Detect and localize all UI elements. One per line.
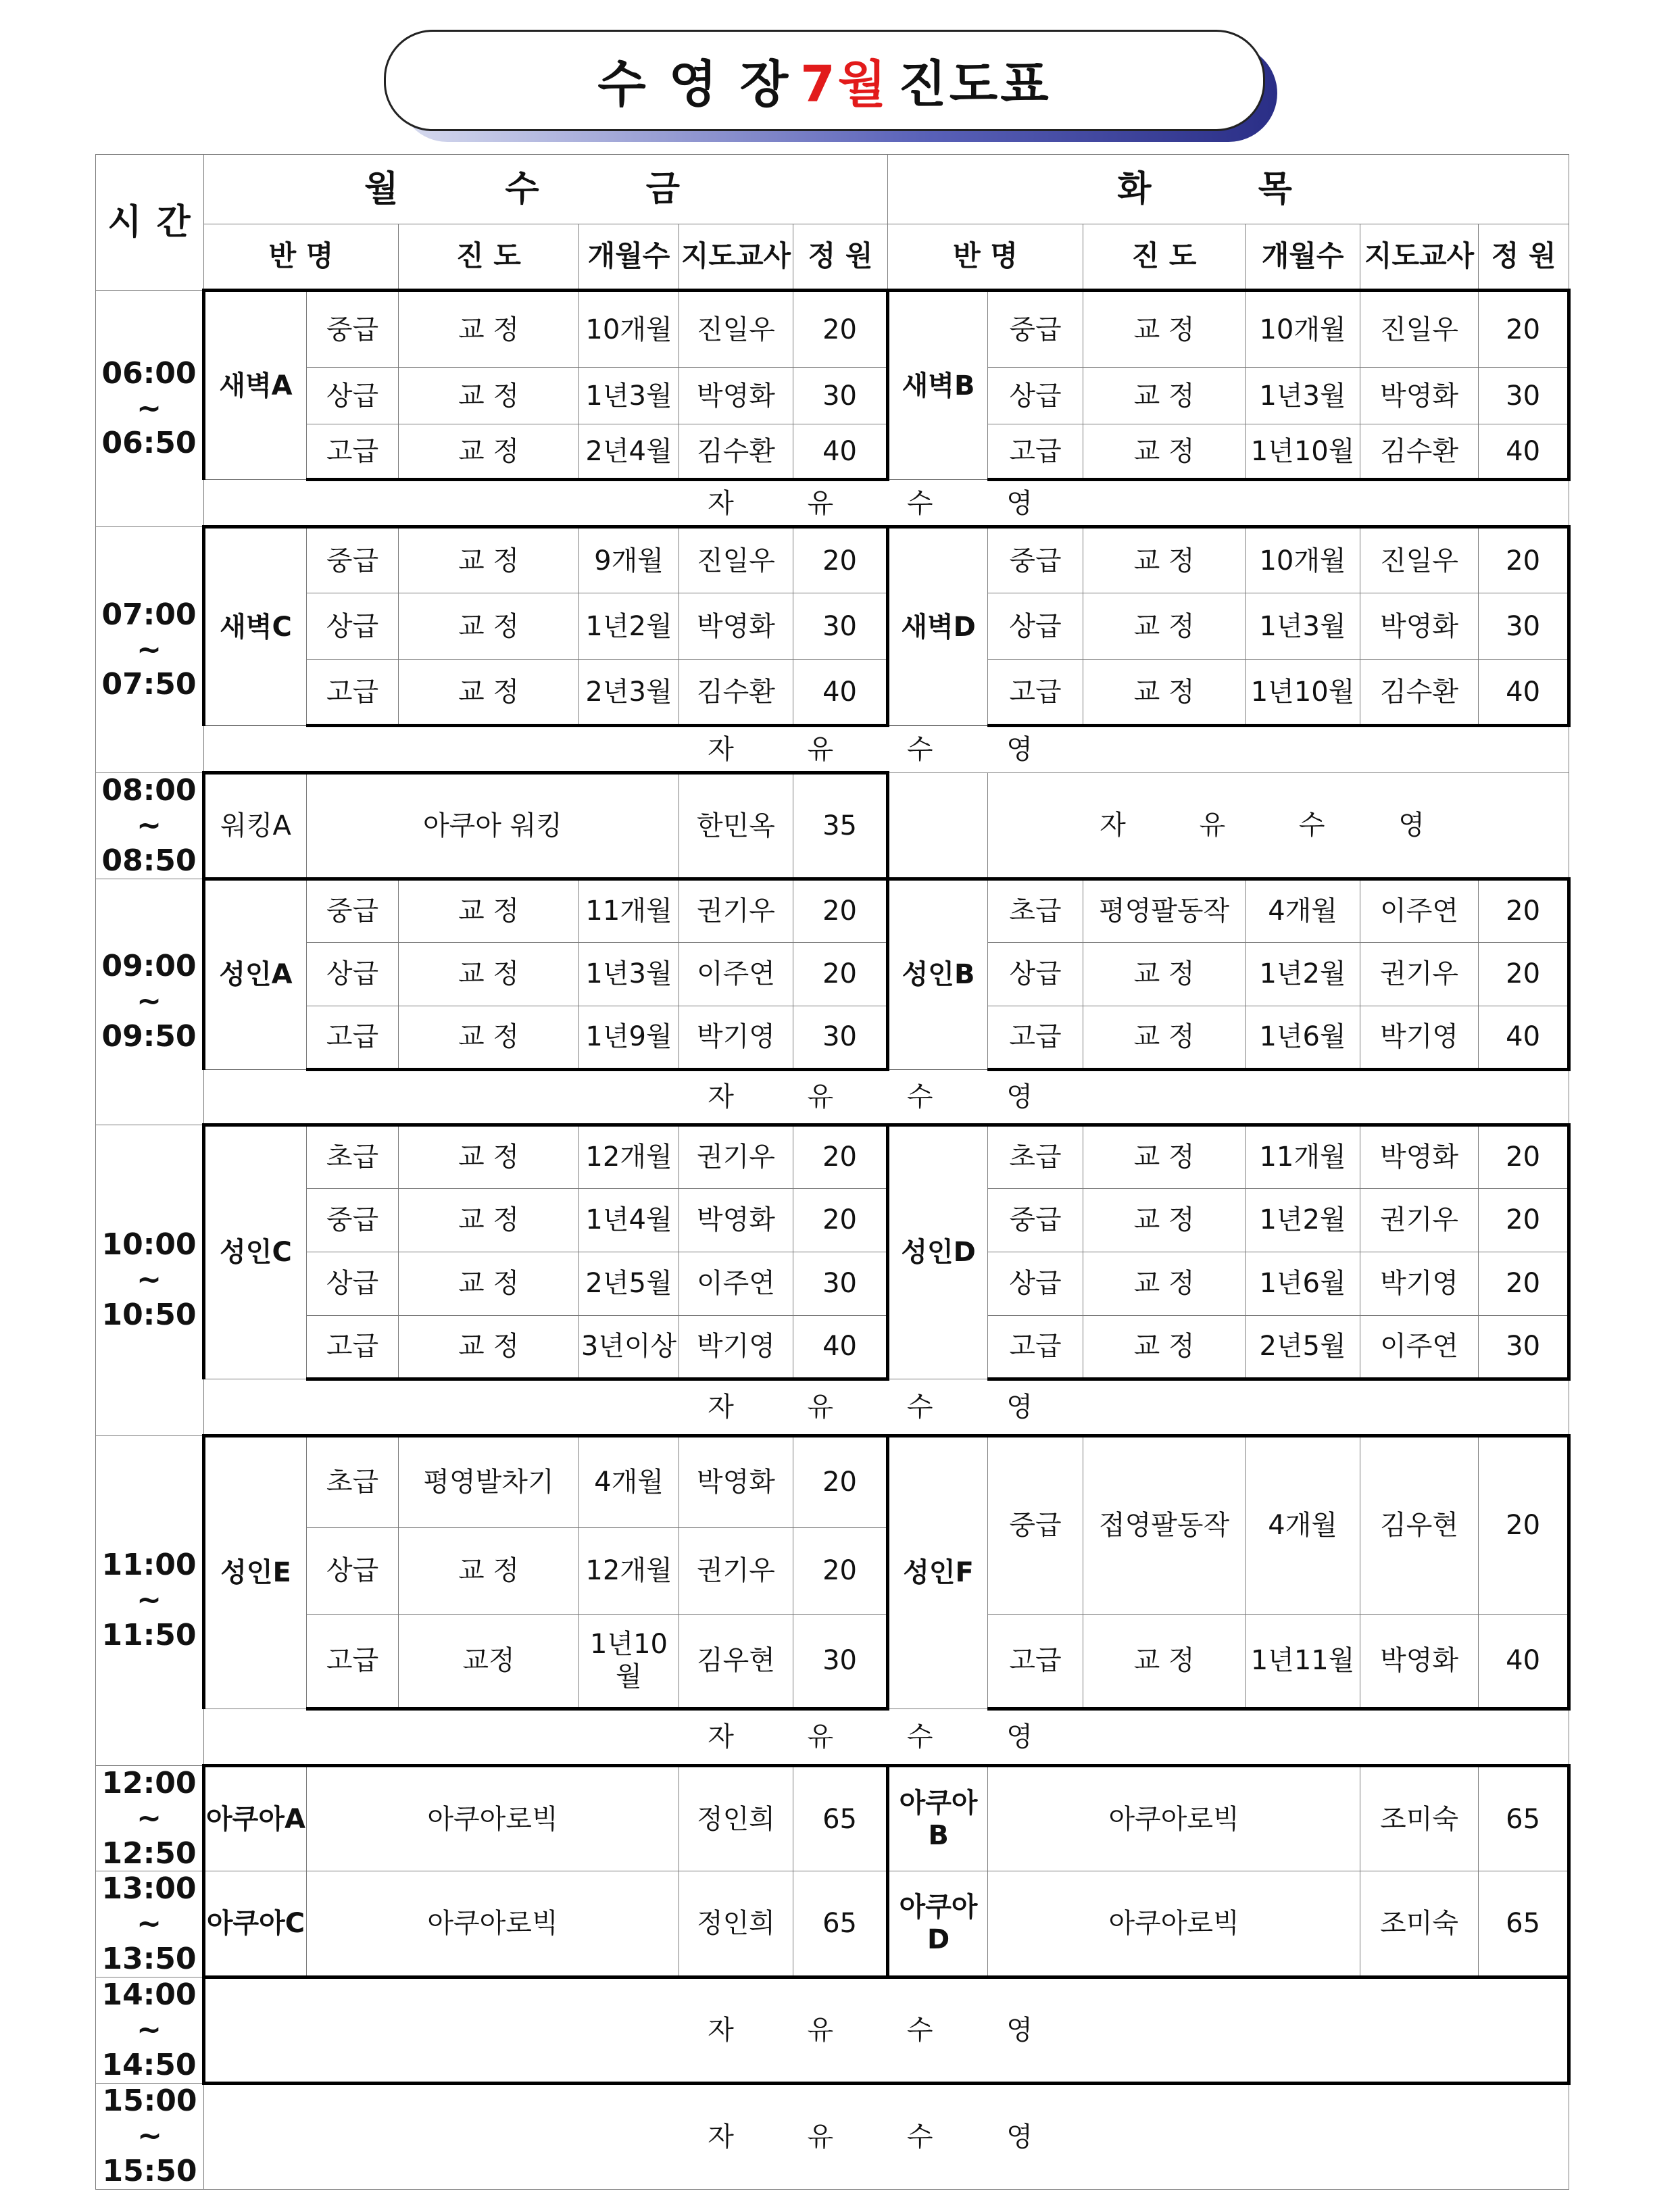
capacity-cell: 40 [793, 1315, 888, 1379]
col-teacher-header: 지도교사 [1360, 224, 1479, 291]
free-swim-label: 자 유 수 영 [204, 1977, 1569, 2084]
header-row-columns [96, 224, 1569, 291]
table-row [96, 660, 1569, 726]
col-class-header: 반 명 [204, 224, 399, 291]
teacher-cell: 박영화 [679, 593, 793, 660]
capacity-cell: 20 [1479, 1435, 1569, 1614]
capacity-cell: 30 [793, 1614, 888, 1709]
free-swim-label: 자 유 수 영 [204, 1709, 1569, 1765]
months-cell: 2년3월 [579, 660, 679, 726]
free-swim-label: 자 유 수 영 [204, 480, 1569, 527]
teacher-cell: 이주연 [679, 942, 793, 1006]
capacity-cell: 20 [793, 1188, 888, 1252]
level-cell: 고급 [307, 1614, 399, 1709]
progress-cell: 교 정 [399, 1527, 579, 1614]
col-months-header: 개월수 [579, 224, 679, 291]
teacher-cell: 박영화 [679, 368, 793, 424]
capacity-cell: 20 [793, 879, 888, 942]
progress-cell: 교 정 [1083, 1125, 1246, 1188]
capacity-cell: 20 [793, 1125, 888, 1188]
months-cell: 11개월 [1246, 1125, 1360, 1188]
months-cell: 10개월 [1246, 527, 1360, 593]
group-tt-header: 화 목 [1117, 168, 1339, 210]
teacher-cell: 박기영 [679, 1315, 793, 1379]
capacity-cell: 65 [793, 1871, 888, 1977]
table-row [96, 1435, 1569, 1527]
months-cell: 11개월 [579, 879, 679, 942]
level-cell: 중급 [307, 1188, 399, 1252]
time-slot-0600: 06:00 ~ 06:50 [96, 291, 204, 527]
table-row [96, 424, 1569, 480]
teacher-cell: 박영화 [1360, 1125, 1479, 1188]
teacher-cell: 한민옥 [679, 773, 793, 879]
capacity-cell: 20 [1479, 291, 1569, 368]
table-row [96, 1125, 1569, 1188]
table-row [96, 1188, 1569, 1252]
capacity-cell: 20 [1479, 942, 1569, 1006]
group-mwf-header: 월 수 금 [364, 168, 727, 210]
level-cell: 상급 [988, 593, 1083, 660]
capacity-cell: 30 [1479, 593, 1569, 660]
progress-cell: 교 정 [399, 660, 579, 726]
teacher-cell: 김수환 [679, 660, 793, 726]
months-cell: 3년이상 [579, 1315, 679, 1379]
progress-cell: 교 정 [399, 593, 579, 660]
free-swim-row [96, 480, 1569, 527]
progress-cell: 교 정 [1083, 527, 1246, 593]
program-cell: 아쿠아 워킹 [307, 773, 679, 879]
level-cell: 중급 [307, 879, 399, 942]
time-slot-1000: 10:00 ~ 10:50 [96, 1125, 204, 1435]
level-cell: 중급 [988, 1188, 1083, 1252]
months-cell: 1년3월 [579, 942, 679, 1006]
capacity-cell: 20 [793, 1527, 888, 1614]
table-row [96, 1252, 1569, 1315]
level-cell: 고급 [988, 1315, 1083, 1379]
teacher-cell: 정인희 [679, 1871, 793, 1977]
table-row [96, 1315, 1569, 1379]
class-name: 아쿠아 B [888, 1765, 988, 1871]
level-cell: 상급 [988, 368, 1083, 424]
teacher-cell: 이주연 [1360, 879, 1479, 942]
progress-cell: 교 정 [1083, 593, 1246, 660]
capacity-cell: 40 [793, 660, 888, 726]
free-swim-label: 자 유 수 영 [204, 1069, 1569, 1125]
months-cell: 2년5월 [1246, 1315, 1360, 1379]
months-cell: 4개월 [1246, 1435, 1360, 1614]
months-cell: 1년11월 [1246, 1614, 1360, 1709]
months-cell: 2년5월 [579, 1252, 679, 1315]
months-cell: 1년3월 [1246, 368, 1360, 424]
table-row [96, 773, 1569, 879]
level-cell: 상급 [988, 942, 1083, 1006]
class-name: 성인A [204, 879, 307, 1069]
time-slot-0700: 07:00 ~ 07:50 [96, 527, 204, 773]
level-cell: 상급 [307, 942, 399, 1006]
level-cell: 중급 [307, 291, 399, 368]
months-cell: 1년2월 [1246, 942, 1360, 1006]
table-row [96, 291, 1569, 368]
teacher-cell: 박영화 [1360, 593, 1479, 660]
capacity-cell: 20 [1479, 1188, 1569, 1252]
table-row [96, 593, 1569, 660]
progress-cell: 교 정 [1083, 942, 1246, 1006]
progress-cell: 접영팔동작 [1083, 1435, 1246, 1614]
title-suffix: 진도표 [898, 55, 1052, 114]
class-name: 성인B [888, 879, 988, 1069]
class-name: 아쿠아 D [888, 1871, 988, 1977]
capacity-cell: 20 [1479, 1252, 1569, 1315]
title-month: 7월 [800, 55, 889, 114]
free-swim-label: 자 유 수 영 [204, 726, 1569, 773]
level-cell: 상급 [307, 368, 399, 424]
progress-cell: 교 정 [1083, 1006, 1246, 1069]
capacity-cell: 20 [1479, 879, 1569, 942]
class-name: 성인E [204, 1435, 307, 1709]
level-cell: 중급 [988, 527, 1083, 593]
free-swim-row [96, 1069, 1569, 1125]
level-cell: 초급 [307, 1435, 399, 1527]
teacher-cell: 권기우 [679, 1125, 793, 1188]
progress-cell: 교 정 [1083, 660, 1246, 726]
teacher-cell: 이주연 [679, 1252, 793, 1315]
months-cell: 4개월 [579, 1435, 679, 1527]
months-cell: 4개월 [1246, 879, 1360, 942]
teacher-cell: 권기우 [679, 1527, 793, 1614]
capacity-cell: 20 [1479, 1125, 1569, 1188]
level-cell: 상급 [307, 593, 399, 660]
free-swim-label: 자 유 수 영 [204, 2083, 1569, 2189]
months-cell: 1년10월 [1246, 424, 1360, 480]
level-cell: 초급 [988, 879, 1083, 942]
time-slot-1100: 11:00 ~ 11:50 [96, 1435, 204, 1765]
col-progress-header: 진 도 [1083, 224, 1246, 291]
capacity-cell: 40 [1479, 1006, 1569, 1069]
capacity-cell: 65 [1479, 1871, 1569, 1977]
progress-cell: 교 정 [1083, 1614, 1246, 1709]
teacher-cell: 조미숙 [1360, 1765, 1479, 1871]
class-name: 아쿠아C [204, 1871, 307, 1977]
progress-cell: 교 정 [399, 942, 579, 1006]
level-cell: 고급 [988, 1006, 1083, 1069]
months-cell: 1년10월 [1246, 660, 1360, 726]
progress-cell: 교 정 [1083, 1315, 1246, 1379]
capacity-cell: 30 [793, 368, 888, 424]
teacher-cell: 박영화 [1360, 368, 1479, 424]
capacity-cell: 40 [1479, 424, 1569, 480]
free-swim-label: 자 유 수 영 [988, 773, 1569, 879]
progress-cell: 교 정 [399, 1315, 579, 1379]
teacher-cell: 박영화 [1360, 1614, 1479, 1709]
capacity-cell: 20 [1479, 527, 1569, 593]
months-cell: 1년2월 [1246, 1188, 1360, 1252]
progress-cell: 교 정 [399, 424, 579, 480]
free-swim-row [96, 1379, 1569, 1435]
free-swim-row [96, 1709, 1569, 1765]
progress-cell: 평영팔동작 [1083, 879, 1246, 942]
months-cell: 1년9월 [579, 1006, 679, 1069]
class-name: 성인C [204, 1125, 307, 1379]
class-name: 새벽B [888, 291, 988, 480]
months-cell: 12개월 [579, 1125, 679, 1188]
level-cell: 중급 [988, 1435, 1083, 1614]
months-cell: 1년6월 [1246, 1252, 1360, 1315]
col-capacity-header: 정 원 [1479, 224, 1569, 291]
teacher-cell: 박영화 [679, 1188, 793, 1252]
col-capacity-header: 정 원 [793, 224, 888, 291]
capacity-cell: 20 [793, 291, 888, 368]
level-cell: 고급 [307, 424, 399, 480]
level-cell: 고급 [988, 424, 1083, 480]
level-cell: 중급 [988, 291, 1083, 368]
months-cell: 10개월 [1246, 291, 1360, 368]
header-row-groups [96, 155, 1569, 224]
capacity-cell: 30 [793, 1252, 888, 1315]
teacher-cell: 박기영 [679, 1006, 793, 1069]
months-cell: 9개월 [579, 527, 679, 593]
class-name: 성인D [888, 1125, 988, 1379]
teacher-cell: 김수환 [679, 424, 793, 480]
teacher-cell: 조미숙 [1360, 1871, 1479, 1977]
program-cell: 아쿠아로빅 [307, 1871, 679, 1977]
table-row [96, 368, 1569, 424]
table-row [96, 2083, 1569, 2189]
table-row [96, 1006, 1569, 1069]
progress-cell: 교 정 [399, 879, 579, 942]
progress-cell: 교 정 [1083, 424, 1246, 480]
progress-cell: 교 정 [399, 1252, 579, 1315]
table-row [96, 527, 1569, 593]
level-cell: 고급 [307, 1006, 399, 1069]
table-row [96, 879, 1569, 942]
time-slot-0900: 09:00 ~ 09:50 [96, 879, 204, 1125]
level-cell: 고급 [307, 1315, 399, 1379]
capacity-cell: 30 [1479, 1315, 1569, 1379]
teacher-cell: 정인희 [679, 1765, 793, 1871]
program-cell: 아쿠아로빅 [988, 1871, 1360, 1977]
months-cell: 1년3월 [579, 368, 679, 424]
level-cell: 고급 [988, 1614, 1083, 1709]
teacher-cell: 박기영 [1360, 1006, 1479, 1069]
months-cell: 1년4월 [579, 1188, 679, 1252]
level-cell: 중급 [307, 527, 399, 593]
table-row [96, 1977, 1569, 2084]
class-name: 새벽D [888, 527, 988, 726]
teacher-cell: 권기우 [1360, 1188, 1479, 1252]
level-cell: 고급 [307, 660, 399, 726]
teacher-cell: 권기우 [679, 879, 793, 942]
time-slot-1200: 12:00 ~ 12:50 [96, 1765, 204, 1871]
empty-cell [888, 773, 988, 879]
capacity-cell: 35 [793, 773, 888, 879]
col-months-header: 개월수 [1246, 224, 1360, 291]
progress-cell: 교정 [399, 1614, 579, 1709]
capacity-cell: 30 [793, 593, 888, 660]
level-cell: 초급 [307, 1125, 399, 1188]
months-cell: 1년3월 [1246, 593, 1360, 660]
title-prefix: 수 영 장 [597, 55, 791, 114]
progress-cell: 평영발차기 [399, 1435, 579, 1527]
progress-cell: 교 정 [1083, 1188, 1246, 1252]
program-cell: 아쿠아로빅 [307, 1765, 679, 1871]
progress-cell: 교 정 [399, 291, 579, 368]
teacher-cell: 진일우 [679, 291, 793, 368]
table-row [96, 1871, 1569, 1977]
level-cell: 상급 [307, 1527, 399, 1614]
capacity-cell: 20 [793, 1435, 888, 1527]
class-name: 워킹A [204, 773, 307, 879]
capacity-cell: 30 [1479, 368, 1569, 424]
progress-cell: 교 정 [399, 1125, 579, 1188]
capacity-cell: 40 [793, 424, 888, 480]
teacher-cell: 진일우 [1360, 291, 1479, 368]
free-swim-row [96, 726, 1569, 773]
time-header: 시 간 [96, 155, 204, 291]
teacher-cell: 김수환 [1360, 424, 1479, 480]
capacity-cell: 65 [793, 1765, 888, 1871]
table-row [96, 1765, 1569, 1871]
teacher-cell: 권기우 [1360, 942, 1479, 1006]
capacity-cell: 65 [1479, 1765, 1569, 1871]
col-class-header: 반 명 [888, 224, 1083, 291]
capacity-cell: 20 [793, 942, 888, 1006]
months-cell: 12개월 [579, 1527, 679, 1614]
progress-cell: 교 정 [399, 1006, 579, 1069]
time-slot-1400: 14:00 ~ 14:50 [96, 1977, 204, 2084]
progress-cell: 교 정 [1083, 291, 1246, 368]
free-swim-label: 자 유 수 영 [204, 1379, 1569, 1435]
program-cell: 아쿠아로빅 [988, 1765, 1360, 1871]
teacher-cell: 이주연 [1360, 1315, 1479, 1379]
capacity-cell: 30 [793, 1006, 888, 1069]
capacity-cell: 40 [1479, 1614, 1569, 1709]
class-name: 새벽C [204, 527, 307, 726]
table-row [96, 1614, 1569, 1709]
teacher-cell: 김수환 [1360, 660, 1479, 726]
months-cell: 10개월 [579, 291, 679, 368]
time-slot-0800: 08:00 ~ 08:50 [96, 773, 204, 879]
progress-cell: 교 정 [399, 368, 579, 424]
progress-cell: 교 정 [399, 1188, 579, 1252]
progress-cell: 교 정 [1083, 1252, 1246, 1315]
schedule-table [95, 154, 1571, 2190]
teacher-cell: 김우현 [679, 1614, 793, 1709]
level-cell: 상급 [307, 1252, 399, 1315]
class-name: 새벽A [204, 291, 307, 480]
col-teacher-header: 지도교사 [679, 224, 793, 291]
teacher-cell: 박영화 [679, 1435, 793, 1527]
months-cell: 1년2월 [579, 593, 679, 660]
teacher-cell: 박기영 [1360, 1252, 1479, 1315]
col-progress-header: 진 도 [399, 224, 579, 291]
level-cell: 초급 [988, 1125, 1083, 1188]
progress-cell: 교 정 [1083, 368, 1246, 424]
months-cell: 1년6월 [1246, 1006, 1360, 1069]
time-slot-1500: 15:00 ~ 15:50 [96, 2083, 204, 2189]
class-name: 아쿠아A [204, 1765, 307, 1871]
capacity-cell: 20 [793, 527, 888, 593]
time-slot-1300: 13:00 ~ 13:50 [96, 1871, 204, 1977]
class-name: 성인F [888, 1435, 988, 1709]
teacher-cell: 진일우 [1360, 527, 1479, 593]
level-cell: 고급 [988, 660, 1083, 726]
months-cell: 2년4월 [579, 424, 679, 480]
level-cell: 상급 [988, 1252, 1083, 1315]
capacity-cell: 40 [1479, 660, 1569, 726]
teacher-cell: 김우현 [1360, 1435, 1479, 1614]
progress-cell: 교 정 [399, 527, 579, 593]
teacher-cell: 진일우 [679, 527, 793, 593]
table-row [96, 942, 1569, 1006]
months-cell: 1년10월 [579, 1614, 679, 1709]
title-banner [384, 30, 1265, 131]
